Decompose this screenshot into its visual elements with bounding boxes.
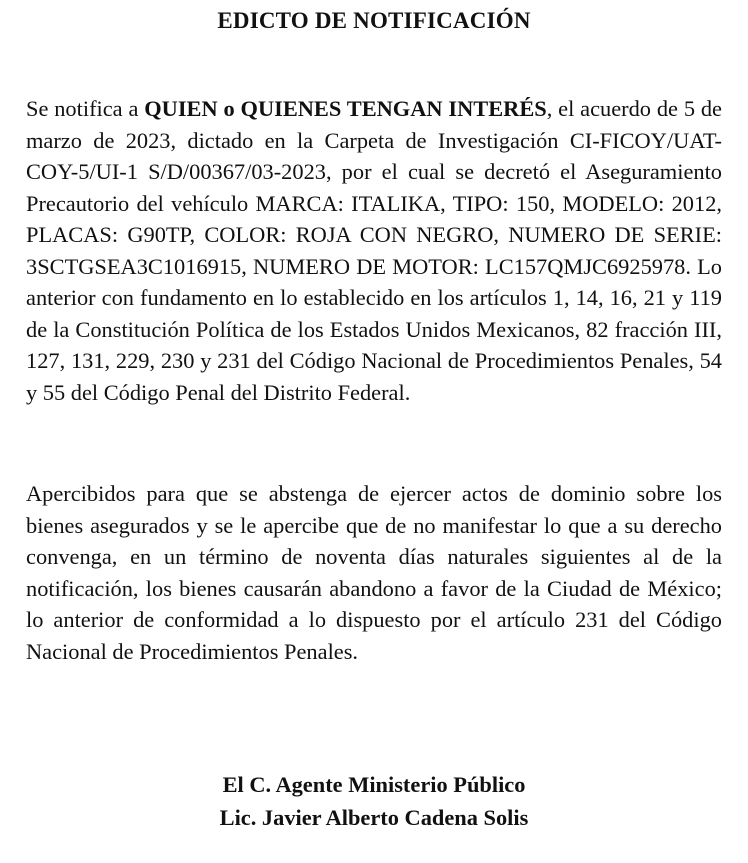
paragraph-prefix: Se notifica a <box>26 96 145 121</box>
interested-parties-text: QUIEN o QUIENES TENGAN INTERÉS <box>144 96 547 121</box>
signature-name: Lic. Javier Alberto Cadena Solis <box>219 805 529 830</box>
warning-paragraph: Apercibidos para que se abstenga de ejercer actos de dominio sobre los bienes asegurados y se le apercibe que de no manifestar lo que a su derecho convenga, en un término de noventa días naturales siguientes al de la notificación, los bienes causarán abandono a favor de la Ciudad de México; lo anterior de conformidad a lo dispuesto por el artículo 231 del Código Nacional de Procedimientos Penales. <box>26 481 722 664</box>
document-title: EDICTO DE NOTIFICACIÓN <box>217 8 531 33</box>
notification-paragraph <box>26 93 722 408</box>
paragraph-body: , el acuerdo de 5 de marzo de 2023, dictado en la Carpeta de Investigación CI-FICOY/UAT-COY-5/UI-1 S/D/00367/03-2023, por el cual se decretó el Aseguramiento Precautorio del vehículo MARCA: ITALIKA, TIPO: 150, MODELO: 2012, PLACAS: G90TP, COLOR: ROJA CON NEGRO, NUMERO DE SERIE: 3SCTGSEA3C1016915, NUMERO DE MOTOR: LC157QMJC6925978. Lo anterior con fundamento en lo establecido en los artículos 1, 14, 16, 21 y 119 de la Constitución Política de los Estados Unidos Mexicanos, 82 fracción III, 127, 131, 229, 230 y 231 del Código Nacional de Procedimientos Penales, 54 y 55 del Código Penal del Distrito Federal. <box>26 96 722 405</box>
signature-role: El C. Agente Ministerio Público <box>222 772 526 797</box>
